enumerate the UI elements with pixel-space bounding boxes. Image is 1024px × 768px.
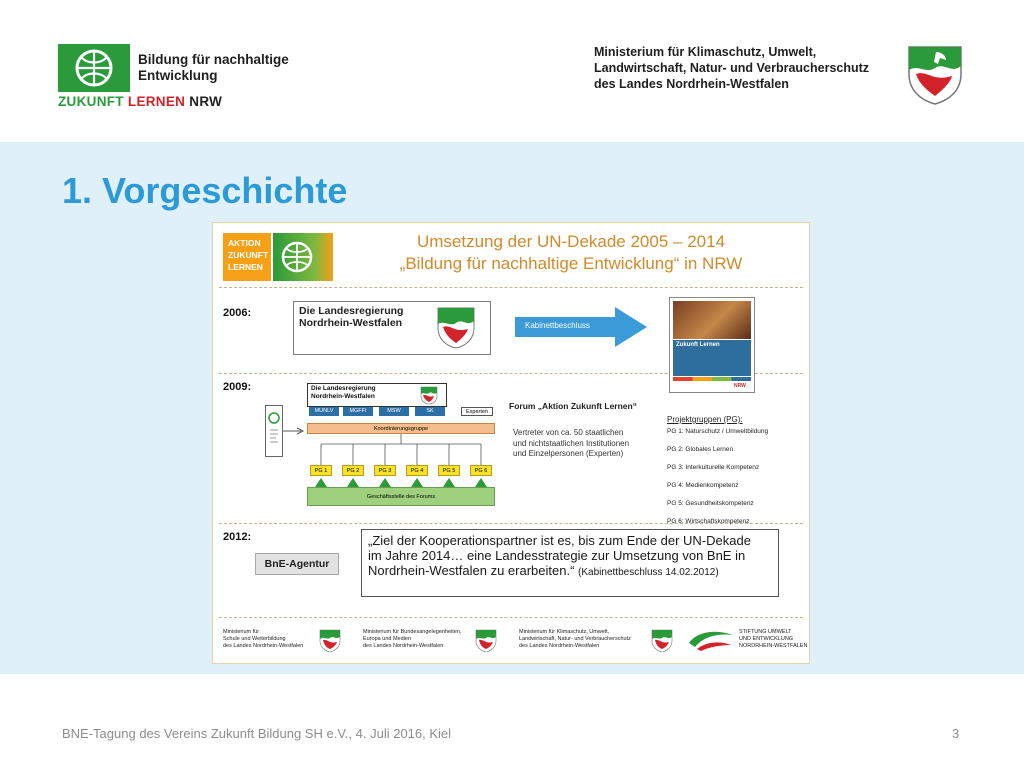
footer-text: BNE-Tagung des Vereins Zukunft Bildung SH e.V., 4. Juli 2016, Kiel [62,726,452,741]
quote-text: „Ziel der Kooperationspartner ist es, bis zum Ende der UN-Dekade im Jahre 2014… eine Landesstrategie zur Umsetzung von BnE in Nordrhein-Westfalen zu erarbeiten.“ (Kabinettbeschluss 14.02.2012) [368,533,751,578]
project-group-box: PG 6 [470,465,492,476]
nrw-crest-icon [319,629,341,653]
document-icon [266,406,282,456]
triangle-markers [307,476,495,487]
slide-title: 1. Vorgeschichte [62,170,348,211]
nrw-crest-icon [436,306,476,350]
project-group-item: PG 6: Wirtschaftskompetenz [667,518,750,525]
divider [219,287,803,288]
stiftung-logo-icon [687,627,737,651]
nrw-crest-icon [420,386,438,405]
project-group-item: PG 2: Globales Lernen [667,446,734,453]
header [0,0,1024,142]
nrw-crest-icon [906,44,964,106]
cover-stripe [673,377,751,381]
landesregierung-small-label: Die Landesregierung Nordrhein-Westfalen [311,385,376,400]
bne-logo-tagline: ZUKUNFT LERNEN NRW [58,94,223,109]
year-2006: 2006: [223,307,252,319]
ministry-box: MSW [379,407,409,416]
embedded-slide [212,222,810,664]
kabinettbeschluss-label: Kabinettbeschluss [525,321,590,330]
bne-logo [58,44,308,114]
partner-logo-text: Ministerium für Schule und Weiterbildung des Landes Nordrhein-Westfalen [223,629,304,649]
nrw-crest-icon [475,629,497,653]
globe-logo-icon [58,44,130,92]
quote-box [361,529,779,597]
landesregierung-box [293,301,491,355]
partner-logo-text: STIFTUNG UMWELT UND ENTWICKLUNG NORDRHEIN-WESTFALEN [739,629,808,649]
project-group-box: PG 3 [374,465,396,476]
connector-lines [307,434,495,465]
koordinierungsgruppe-box: Koordinierungsgruppe [307,423,495,434]
report-cover [669,297,755,393]
project-groups-heading: Projektgruppen (PG): [667,415,743,424]
divider [219,617,803,618]
partner-logo-text: Ministerium für Klimaschutz, Umwelt, Landwirtschaft, Natur- und Verbraucherschutz des Landes Nordrhein-Westfalen [519,629,631,649]
page-number: 3 [952,726,960,741]
ministry-box: MUNLV [309,407,339,416]
cover-nrw-mark: NRW [734,383,746,389]
partner-logo-text: Ministerium für Bundesangelegenheiten, Europa und Medien des Landes Nordrhein-Westfalen [363,629,462,649]
experten-box: Experten [461,407,493,416]
project-group-item: PG 1: Naturschutz / Umweltbildung [667,428,769,435]
landesregierung-label: Die Landesregierung Nordrhein-Westfalen [299,305,404,329]
project-group-item: PG 3: Interkulturelle Kompetenz [667,464,760,471]
landesregierung-small-box [307,383,447,407]
bne-agentur-box: BnE-Agentur [255,553,339,575]
project-group-box: PG 4 [406,465,428,476]
project-group-item: PG 4: Medienkompetenz [667,482,739,489]
bne-globe-icon [273,233,333,281]
year-2009: 2009: [223,381,252,393]
ministry-box: SK [415,407,445,416]
aktion-zukunft-lernen-logo: AKTION ZUKUNFT LERNEN [223,233,271,281]
ministry-box: MGFFI [343,407,373,416]
project-group-box: PG 1 [310,465,332,476]
project-group-item: PG 5: Gesundheitskompetenz [667,500,754,507]
arrow-right-icon [283,427,307,435]
cover-panel: Zukunft Lernen [673,340,751,376]
document-thumbnail [265,405,283,457]
ministry-name: Ministerium für Klimaschutz, Umwelt, Landwirtschaft, Natur- und Verbraucherschutz des Landes Nordrhein-Westfalen [594,45,870,91]
project-group-box: PG 5 [438,465,460,476]
embedded-slide-title: Umsetzung der UN-Dekade 2005 – 2014 „Bildung für nachhaltige Entwicklung“ in NRW [399,232,743,273]
geschaeftsstelle-box: Geschäftsstelle des Forums [307,487,495,506]
nrw-crest-icon [651,629,673,653]
forum-description: Vertreter von ca. 50 staatlichen und nichtstaatlichen Institutionen und Einzelpersonen (Experten) [513,428,630,458]
year-2012: 2012: [223,531,252,543]
bne-logo-title: Bildung für nachhaltige Entwicklung [138,52,289,83]
project-group-box: PG 2 [342,465,364,476]
forum-title: Forum „Aktion Zukunft Lernen“ [509,401,637,411]
cover-photo [673,301,751,339]
